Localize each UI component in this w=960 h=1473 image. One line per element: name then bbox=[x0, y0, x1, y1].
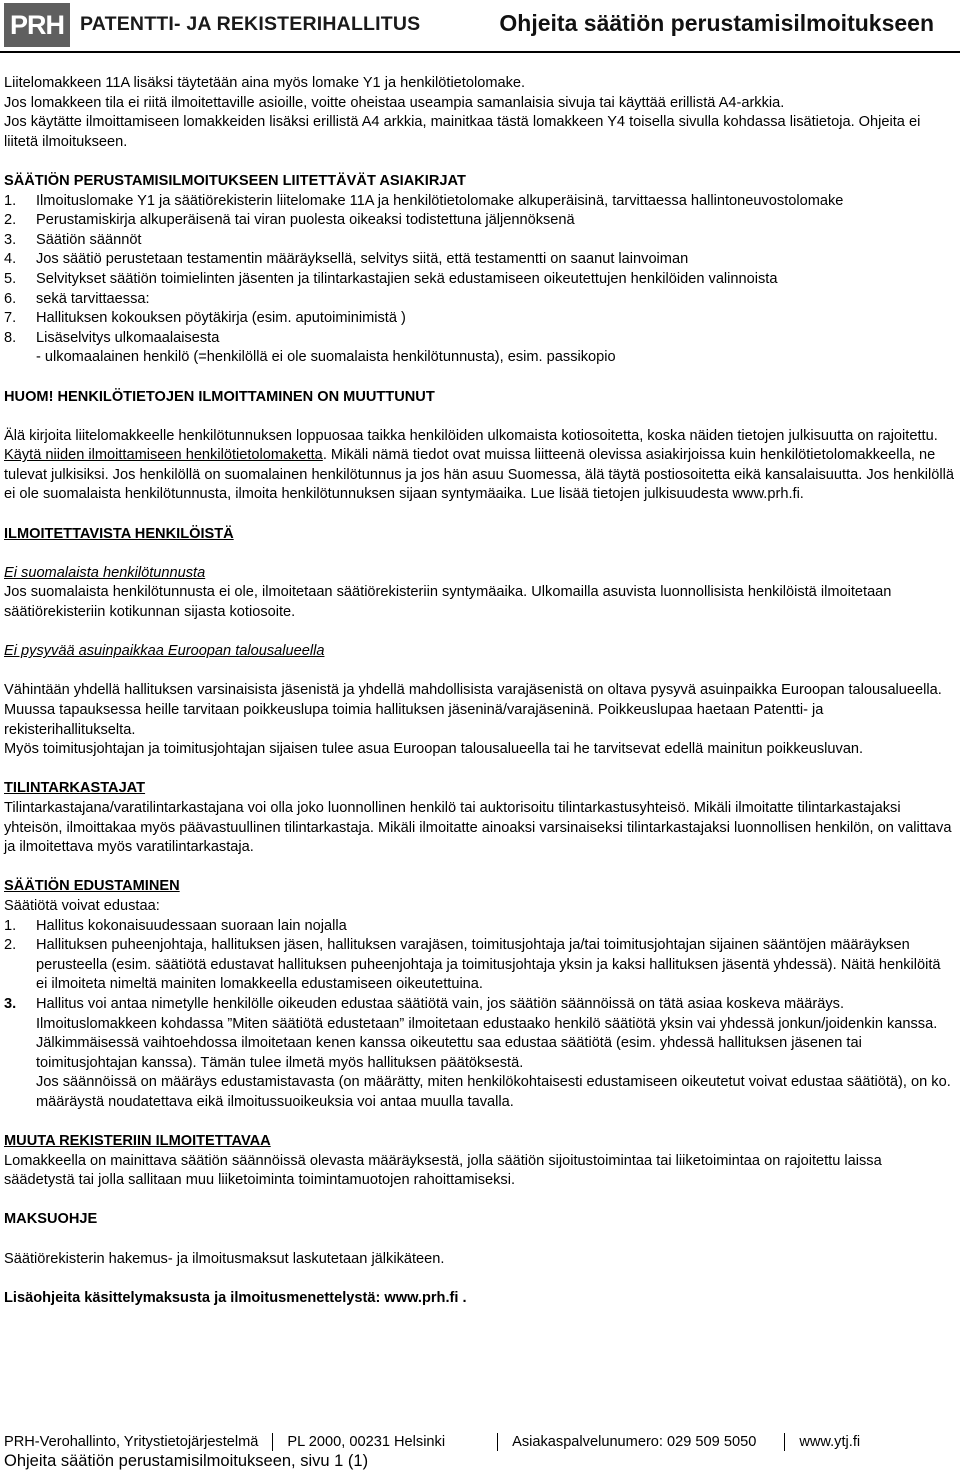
list-item: 7. Hallituksen kokouksen pöytäkirja (esim. aputoiminimistä ) bbox=[4, 310, 406, 327]
list-item: 1. Hallitus kokonaisuudessaan suoraan lain nojalla bbox=[4, 917, 347, 934]
persons-subheading: Ei suomalaista henkilötunnusta bbox=[4, 564, 206, 581]
list-item: 3. Hallitus voi antaa nimetylle henkilölle oikeuden edustaa säätiötä vain, jos säätiön säännöissä on tätä asiaa koskeva määräys. Ilmoituslomakkeen kohdassa ”Miten säätiötä edustetaan” ilmoitetaan edustaako henkilö säätiötä yksin vai yhdessä jonkun/joidenkin kanssa. bbox=[4, 995, 938, 1032]
huom-paragraph: Älä kirjoita liitelomakkeelle henkilötunnuksen loppuosaa taikka henkilöiden ulkomaista kotiosoitetta, koska näiden tietojen julkisuutta on rajoitettu. Käytä niiden ilmoittamiseen henkilötietolomaketta. Mikäli nämä tiedot ovat muissa liitteenä olevissa asiakirjoissa kuin henkilötietolomakkeella, ne tulevat julkisiksi. Jos henkilöllä on suomalainen henkilötunnus ja jos hän asuu Suomessa, älä täytä postiosoitetta eikä kansalaisuutta. Jos henkilöllä ei ole suomalaista henkilötunnusta, ilmoita henkilötunnuksen sijaan syntymäaika. Lue lisää tietojen julkisuudesta www.prh.fi. bbox=[4, 427, 954, 503]
representation-paragraph: Jälkimmäisessä vaihtoehdossa ilmoitetaan kenen kanssa oikeutettu saa edustaa säätiötä (esim. yhdessä hallituksen jäsenen tai toimitusjohtajan kanssa). Tämän tulee ilmetä myös hallituksen päätöksestä. bbox=[36, 1035, 862, 1071]
list-item: 3. Säätiön säännöt bbox=[4, 231, 142, 248]
footer-item: Asiakaspalvelunumero: 029 509 5050 bbox=[512, 1434, 757, 1450]
persons-paragraph: Myös toimitusjohtajan ja toimitusjohtajan sijaisen tulee asua Euroopan talousalueella tai he tarvitsevat edellä mainitun poikkeusluvan. bbox=[4, 741, 864, 758]
prh-logo bbox=[4, 3, 70, 47]
intro-line: Jos lomakkeen tila ei riitä ilmoitettaville asioille, voitte oheistaa useampia samanlaisia sivuja tai käyttää erillistä A4-arkkia. bbox=[4, 94, 785, 111]
list-subitem: - ulkomaalainen henkilö (=henkilöllä ei ole suomalaista henkilötunnusta), esim. passikopio bbox=[36, 349, 616, 366]
huom-heading: HUOM! HENKILÖTIETOJEN ILMOITTAMINEN ON MUUTTUNUT bbox=[4, 388, 435, 405]
representation-paragraph: Jos säännöissä on määräys edustamistavasta (on määrätty, miten henkilökohtaisesti edustamiseen oikeutetut voivat edustaa säätiötä), on ko. määräystä noudatettava eikä ilmoitussuoikeuksia voi antaa muulla tavalla. bbox=[36, 1074, 951, 1110]
list-item: 6. sekä tarvittaessa: bbox=[4, 290, 150, 307]
list-item: 8. Lisäselvitys ulkomaalaisesta bbox=[4, 329, 220, 346]
representation-lead: Säätiötä voivat edustaa: bbox=[4, 897, 160, 914]
attachments-heading: SÄÄTIÖN PERUSTAMISILMOITUKSEEN LIITETTÄVÄT ASIAKIRJAT bbox=[4, 172, 466, 189]
page-footer bbox=[4, 1433, 944, 1452]
prh-logo-text: PRH bbox=[9, 10, 64, 40]
list-item: 1. Ilmoituslomake Y1 ja säätiörekisterin liitelomake 11A ja henkilötietolomake alkuperäisinä, tarvittaessa hallintoneuvostolomake bbox=[4, 192, 844, 209]
agency-name: PATENTTI- JA REKISTERIHALLITUS bbox=[80, 13, 421, 35]
other-heading: MUUTA REKISTERIIN ILMOITETTAVAA bbox=[4, 1133, 271, 1150]
more-info-line: Lisäohjeita käsittelymaksusta ja ilmoitusmenettelystä: www.prh.fi . bbox=[4, 1289, 467, 1306]
footer-item: www.ytj.fi bbox=[799, 1434, 861, 1450]
persons-paragraph: Jos suomalaista henkilötunnusta ei ole, ilmoitetaan säätiörekisteriin syntymäaika. Ulkomailla asuvista luonnollisista henkilöistä ilmoitetaan säätiörekisteriin kotikunnan sijasta kotiosoite. bbox=[4, 584, 892, 621]
auditors-paragraph: Tilintarkastajana/varatilintarkastajana voi olla joko luonnollinen henkilö tai auktorisoitu tilintarkastusyhteisö. Mikäli ilmoitatte tilintarkastajaksi yhteisön, ilmoittakaa myös päävastuullinen tilintarkastaja. Mikäli ilmoitatte ainoaksi varsinaiseksi tilintarkastajaksi luonnollisen henkilön, on valittava ja ilmoitettava myös varatilintarkastaja. bbox=[4, 799, 952, 856]
list-item: 2. Hallituksen puheenjohtaja, hallituksen jäsen, hallituksen varajäsen, toimitusjohtaja ja/tai toimitusjohtajan sijainen sääntöjen määräyksen perusteella (esim. säätiötä edustavat hallituksen puheenjohtaja ja toimitusjohtaja yksin ja kaksi hallituksen jäsentä yhdessä). Näitä henkilöitä ei ilmoiteta nimeltä mainiten lomakkeella edustamiseen oikeutettuina. bbox=[4, 937, 941, 993]
footer-item: PRH-Verohallinto, Yritystietojärjestelmä bbox=[4, 1434, 259, 1450]
huom-emphasis: Käytä niiden ilmoittamiseen henkilötietolomaketta bbox=[4, 447, 323, 464]
persons-subheading: Ei pysyvää asuinpaikkaa Euroopan talousalueella bbox=[4, 643, 325, 660]
persons-heading: ILMOITETTAVISTA HENKILÖISTÄ bbox=[4, 525, 234, 542]
representation-heading: SÄÄTIÖN EDUSTAMINEN bbox=[4, 878, 180, 895]
footer-separator bbox=[784, 1433, 785, 1451]
fees-paragraph: Säätiörekisterin hakemus- ja ilmoitusmaksut laskutetaan jälkikäteen. bbox=[4, 1250, 445, 1267]
list-item: 4. Jos säätiö perustetaan testamentin määräyksellä, selvitys siitä, että testamentti on saanut lainvoiman bbox=[4, 251, 689, 268]
footer-separator bbox=[497, 1433, 498, 1451]
persons-paragraph: Vähintään yhdellä hallituksen varsinaisista jäsenistä ja yhdellä mahdollisista varajäsenistä on oltava pysyvä asuinpaikka Euroopan talousalueella. Muussa tapauksessa heille tarvitaan poikkeuslupa toimia hallituksen jäseninä/varajäseninä. Poikkeuslupaa haetaan Patentti- ja rekisterihallitukselta. bbox=[4, 682, 942, 738]
fees-heading: MAKSUOHJE bbox=[4, 1211, 98, 1228]
intro-line: Jos käytätte ilmoittamiseen lomakkeiden lisäksi erillistä A4 arkkia, mainitkaa tästä lomakkeen Y4 toisella sivulla kohdassa lisätietoja. Ohjeita ei liitetä ilmoitukseen. bbox=[4, 114, 921, 150]
header-rule bbox=[0, 51, 960, 53]
list-item: 2. Perustamiskirja alkuperäisenä tai viran puolesta oikeaksi todistettuna jäljennöksenä bbox=[4, 212, 575, 229]
page-number: Ohjeita säätiön perustamisilmoitukseen, sivu 1 (1) bbox=[4, 1452, 369, 1470]
footer-separator bbox=[272, 1433, 273, 1451]
other-paragraph: Lomakkeella on mainittava säätiön säännöissä olevasta määräyksestä, jolla säätiön sijoitustoimintaa tai liiketoimintaa on rajoitettu laissa säädetystä tai jolla sallitaan muu liiketoiminta toimintamuotojen rahoittamiseksi. bbox=[4, 1152, 882, 1189]
document-body bbox=[4, 74, 954, 1308]
document-title: Ohjeita säätiön perustamisilmoitukseen bbox=[499, 10, 934, 36]
auditors-heading: TILINTARKASTAJAT bbox=[4, 780, 146, 797]
footer-item: PL 2000, 00231 Helsinki bbox=[287, 1434, 446, 1450]
intro-line: Liitelomakkeen 11A lisäksi täytetään aina myös lomake Y1 ja henkilötietolomake. bbox=[4, 75, 526, 91]
page-header bbox=[0, 0, 960, 52]
list-item: 5. Selvitykset säätiön toimielinten jäsenten ja tilintarkastajien sekä edustamiseen oikeutettujen henkilöiden valinnoista bbox=[4, 270, 778, 287]
